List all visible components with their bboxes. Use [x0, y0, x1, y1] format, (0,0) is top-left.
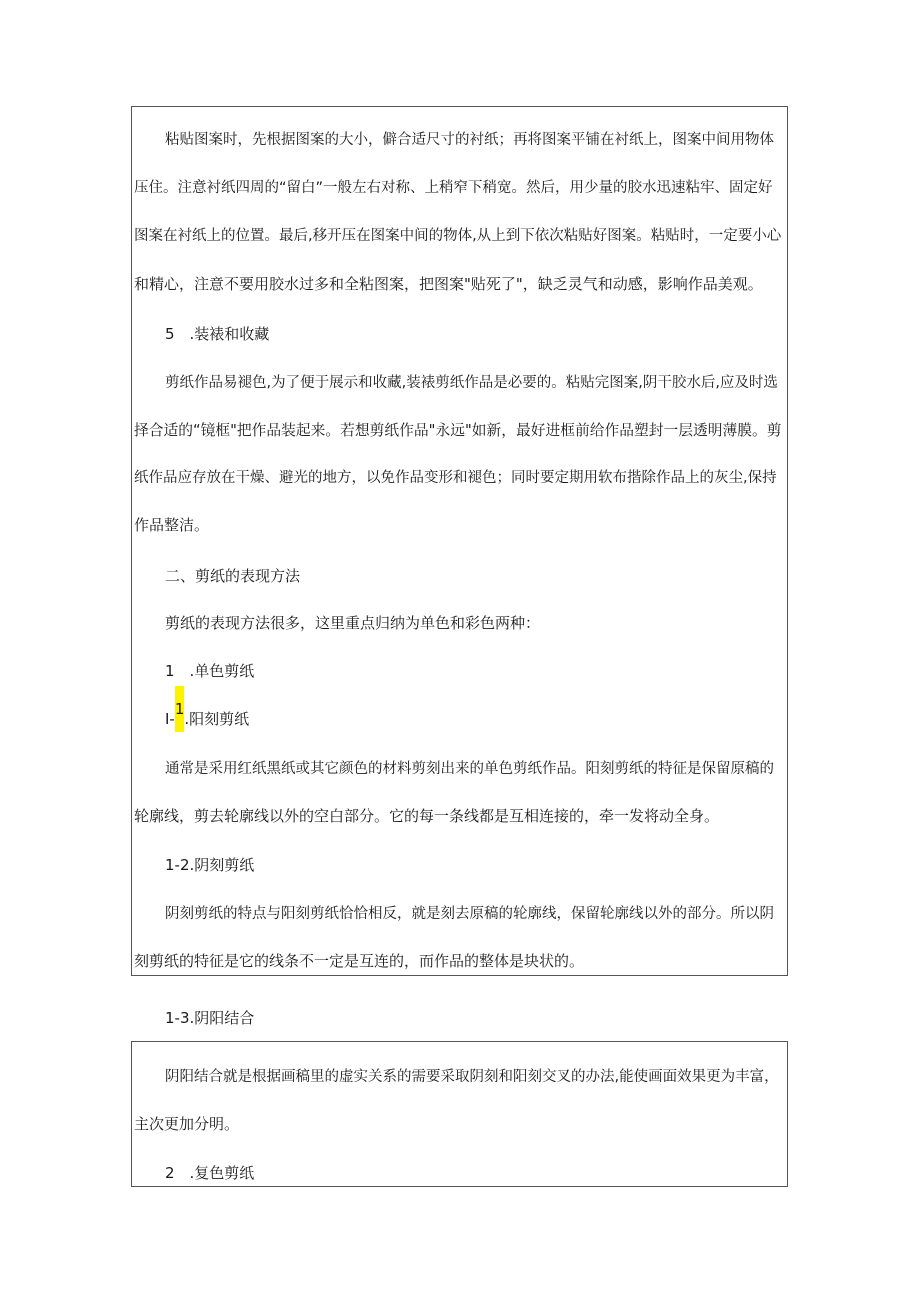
paragraph-positive-line-2: 轮廓线，剪去轮廓线以外的空白部分。它的每一条线都是互相连接的，牵一发将动全身。	[134, 807, 720, 825]
highlight-mark: 1	[175, 686, 185, 732]
paragraph-methods-intro: 剪纸的表现方法很多，这里重点归纳为单色和彩色两种：	[165, 614, 541, 632]
paragraph-mount-line-1: 剪纸作品易褪色,为了便于展示和收藏,装裱剪纸作品是必要的。粘贴完图案,阴干胶水后,应及时选	[165, 375, 778, 391]
paragraph-mount-line-3: 纸作品应存放在干燥、避光的地方，以免作品变形和褪色；同时要定期用软布揩除作品上的灰尘,保持	[134, 470, 777, 486]
paragraph-paste-line-3: 图案在衬纸上的位置。最后,移开压在图案中间的物体,从上到下依次粘贴好图案。粘贴时，一定要小心	[134, 228, 782, 244]
paragraph-positive-line-1: 通常是采用红纸黑纸或其它颜色的材料剪刻出来的单色剪纸作品。阳刻剪纸的特征是保留原稿的	[165, 761, 774, 777]
paragraph-paste-line-1: 粘贴图案时，先根据图案的大小，僻合适尺寸的衬纸；再将图案平铺在衬纸上，图案中间用物体	[165, 132, 774, 148]
heading-positive-cut	[165, 699, 250, 732]
heading-positive-cut-prefix: I-	[165, 710, 175, 728]
paragraph-mount-line-2: 择合适的“镜框"把作品装起来。若想剪纸作品"永远"如新，最好进框前给作品塑封一层透明薄膜。剪	[134, 422, 782, 439]
paragraph-mount-line-4: 作品整洁。	[134, 516, 210, 534]
paragraph-negative-line-2: 刻剪纸的特征是它的线条不一定是互连的，而作品的整体是块状的。	[134, 952, 585, 970]
paragraph-paste-line-4: 和精心，注意不要用胶水过多和全粘图案，把图案"贴死了"，缺乏灵气和动感，影响作品美观。	[134, 275, 763, 293]
paragraph-combo-line-1: 阴阳结合就是根据画稿里的虚实关系的需要采取阴刻和阳刻交叉的办法,能使画面效果更为丰富，	[165, 1069, 779, 1085]
heading-expression-methods: 二、剪纸的表现方法	[165, 567, 301, 585]
heading-multi-color: 2 .复色剪纸	[165, 1164, 255, 1182]
heading-single-color: 1 .单色剪纸	[165, 662, 255, 680]
heading-mount-and-store: 5 .装裱和收藏	[165, 325, 270, 343]
heading-positive-cut-suffix: .阳刻剪纸	[184, 710, 250, 728]
heading-negative-cut: 1-2.阴刻剪纸	[165, 856, 255, 874]
paragraph-negative-line-1: 阴刻剪纸的特点与阳刻剪纸恰恰相反，就是刻去原稿的轮廓线，保留轮廓线以外的部分。所以阴	[165, 906, 774, 922]
paragraph-combo-line-2: 主次更加分明。	[134, 1115, 240, 1133]
paragraph-paste-line-2: 压住。注意衬纸四周的“留白”一般左右对称、上稍窄下稍宽。然后，用少量的胶水迅速粘牢、固定好	[134, 180, 773, 196]
heading-yin-yang-combo: 1-3.阴阳结合	[165, 1009, 255, 1027]
